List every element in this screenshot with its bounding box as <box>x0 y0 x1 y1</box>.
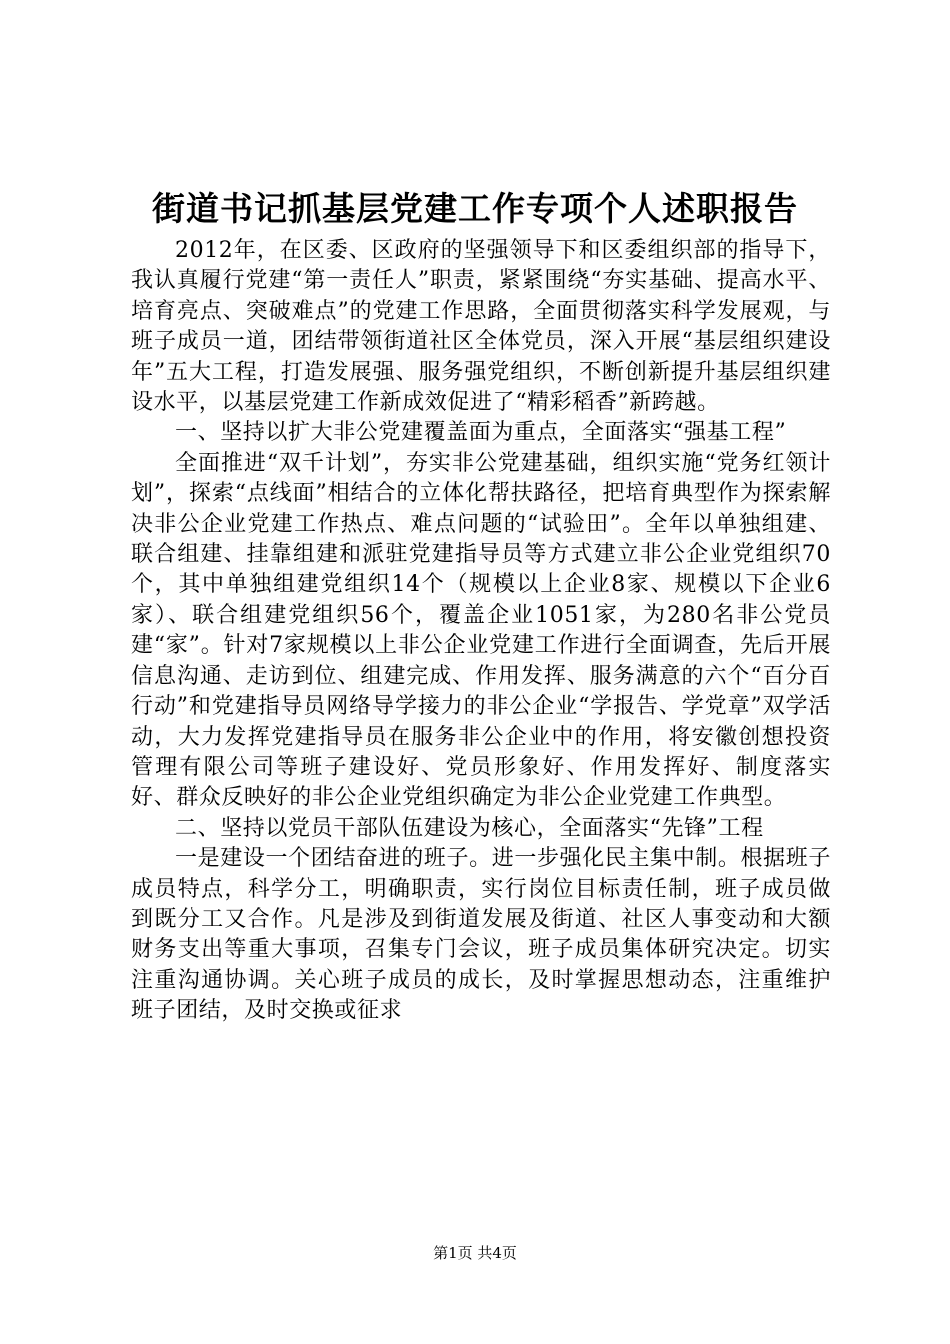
section-heading-2: 二、坚持以党员干部队伍建设为核心，全面落实“先锋”工程 <box>175 815 764 841</box>
document-body <box>131 236 831 1027</box>
section-heading-1: 一、坚持以扩大非公党建覆盖面为重点，全面落实“强基工程” <box>175 420 787 446</box>
paragraph-section-2: 一是建设一个团结奋进的班子。进一步强化民主集中制。根据班子成员特点，科学分工，明确职责，实行岗位目标责任制，班子成员做到既分工又合作。凡是涉及到街道发展及街道、社区人事变动和大额财务支出等重大事项，召集专门会议，班子成员集体研究决定。切实注重沟通协调。关心班子成员的成长，及时掌握思想动态，注重维护班子团结，及时交换或征求 <box>131 846 831 1024</box>
paragraph-section-1: 全面推进“双千计划”，夯实非公党建基础，组织实施“党务红领计划”，探索“点线面”相结合的立体化帮扶路径，把培育典型作为探索解决非公企业党建工作热点、难点问题的“试验田”。全年以单独组建、联合组建、挂靠组建和派驻党建指导员等方式建立非公企业党组织70个，其中单独组建党组织14个（规模以上企业8家、规模以下企业6家）、联合组建党组织56个，覆盖企业1051家，为280名非公党员建“家”。针对7家规模以上非公企业党建工作进行全面调查，先后开展信息沟通、走访到位、组建完成、作用发挥、服务满意的六个“百分百行动”和党建指导员网络导学接力的非公企业“学报告、学党章”双学活动，大力发挥党建指导员在服务非公企业中的作用，将安徽创想投资管理有限公司等班子建设好、党员形象好、作用发挥好、制度落实好、群众反映好的非公企业党组织确定为非公企业党建工作典型。 <box>131 450 831 811</box>
page-number-footer: 第1页 共4页 <box>433 1244 517 1262</box>
paragraph-intro: 2012年，在区委、区政府的坚强领导下和区委组织部的指导下，我认真履行党建“第一责任人”职责，紧紧围绕“夯实基础、提高水平、培育亮点、突破难点”的党建工作思路，全面贯彻落实科学发展观，与班子成员一道，团结带领街道社区全体党员，深入开展“基层组织建设年”五大工程，打造发展强、服务强党组织，不断创新提升基层组织建设水平，以基层党建工作新成效促进了“精彩稻香”新跨越。 <box>131 238 831 416</box>
document-title: 街道书记抓基层党建工作专项个人述职报告 <box>152 189 798 228</box>
